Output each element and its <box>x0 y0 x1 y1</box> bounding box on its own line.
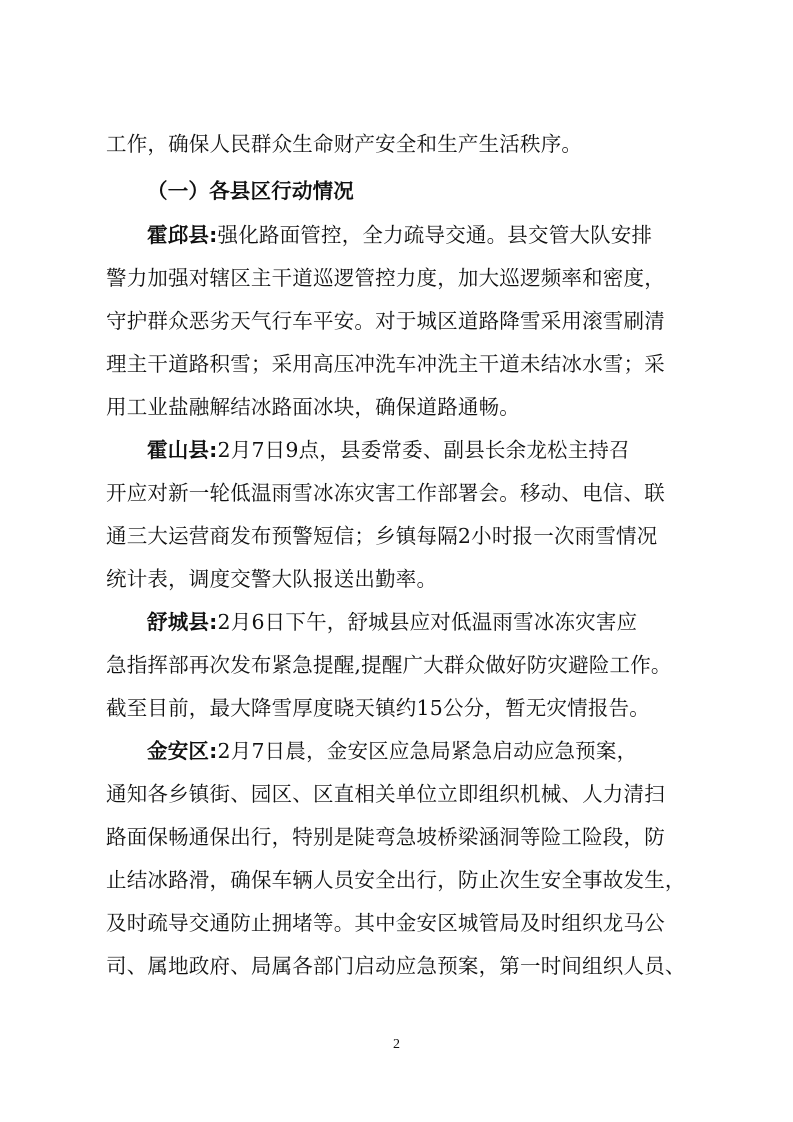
paragraph-jinan-first-line <box>147 738 731 764</box>
text-line: 通三大运营商发布预警短信；乡镇每隔2小时报一次雨雪情况 <box>106 524 658 548</box>
district-label-jinan: 金安区: <box>147 739 218 763</box>
text-span: 2月7日晨，金安区应急局紧急启动应急预案， <box>217 739 638 763</box>
text-line: 通知各乡镇街、园区、区直相关单位立即组织机械、人力清扫 <box>106 782 665 806</box>
text-span: 强化路面管控，全力疏导交通。县交管大队安排 <box>217 223 653 247</box>
text-span: 2月7日9点，县委常委、副县长余龙松主持召 <box>217 438 630 462</box>
text-line: 司、属地政府、局属各部门启动应急预案，第一时间组织人员、 <box>106 954 686 978</box>
paragraph-huoqiu-first-line <box>147 222 731 248</box>
text-line: 急指挥部再次发布紧急提醒,提醒广大群众做好防灾避险工作。 <box>106 653 672 677</box>
text-span: 2月6日下午，舒城县应对低温雨雪冰冻灾害应 <box>217 610 638 634</box>
page-number: 2 <box>393 1037 400 1052</box>
text-line: 截至目前，最大降雪厚度晓天镇约15公分，暂无灾情报告。 <box>106 696 650 720</box>
county-label-huoshan: 霍山县: <box>147 438 218 462</box>
text-line: 开应对新一轮低温雨雪冰冻灾害工作部署会。移动、电信、联 <box>106 481 665 505</box>
text-line: 及时疏导交通防止拥堵等。其中金安区城管局及时组织龙马公 <box>106 911 665 935</box>
county-label-huoqiu: 霍邱县: <box>147 223 218 247</box>
county-label-shucheng: 舒城县: <box>147 610 218 634</box>
paragraph-shucheng-first-line <box>147 609 731 635</box>
text-line: 路面保畅通保出行，特别是陡弯急坡桥梁涵洞等险工险段，防 <box>106 825 665 849</box>
text-line: 用工业盐融解结冰路面冰块，确保道路通畅。 <box>106 395 520 419</box>
text-line: 统计表，调度交警大队报送出勤率。 <box>106 567 438 591</box>
text-line: 理主干道路积雪；采用高压冲洗车冲洗主干道未结冰水雪；采 <box>106 352 665 376</box>
text-line: 工作，确保人民群众生命财产安全和生产生活秩序。 <box>106 132 583 156</box>
text-line: 守护群众恶劣天气行车平安。对于城区道路降雪采用滚雪刷清 <box>106 309 665 333</box>
text-line: 警力加强对辖区主干道巡逻管控力度，加大巡逻频率和密度， <box>106 266 665 290</box>
section-heading: （一）各县区行动情况 <box>147 179 354 203</box>
text-line: 止结冰路滑，确保车辆人员安全出行，防止次生安全事故发生， <box>106 868 686 892</box>
paragraph-huoshan-first-line <box>147 437 731 463</box>
